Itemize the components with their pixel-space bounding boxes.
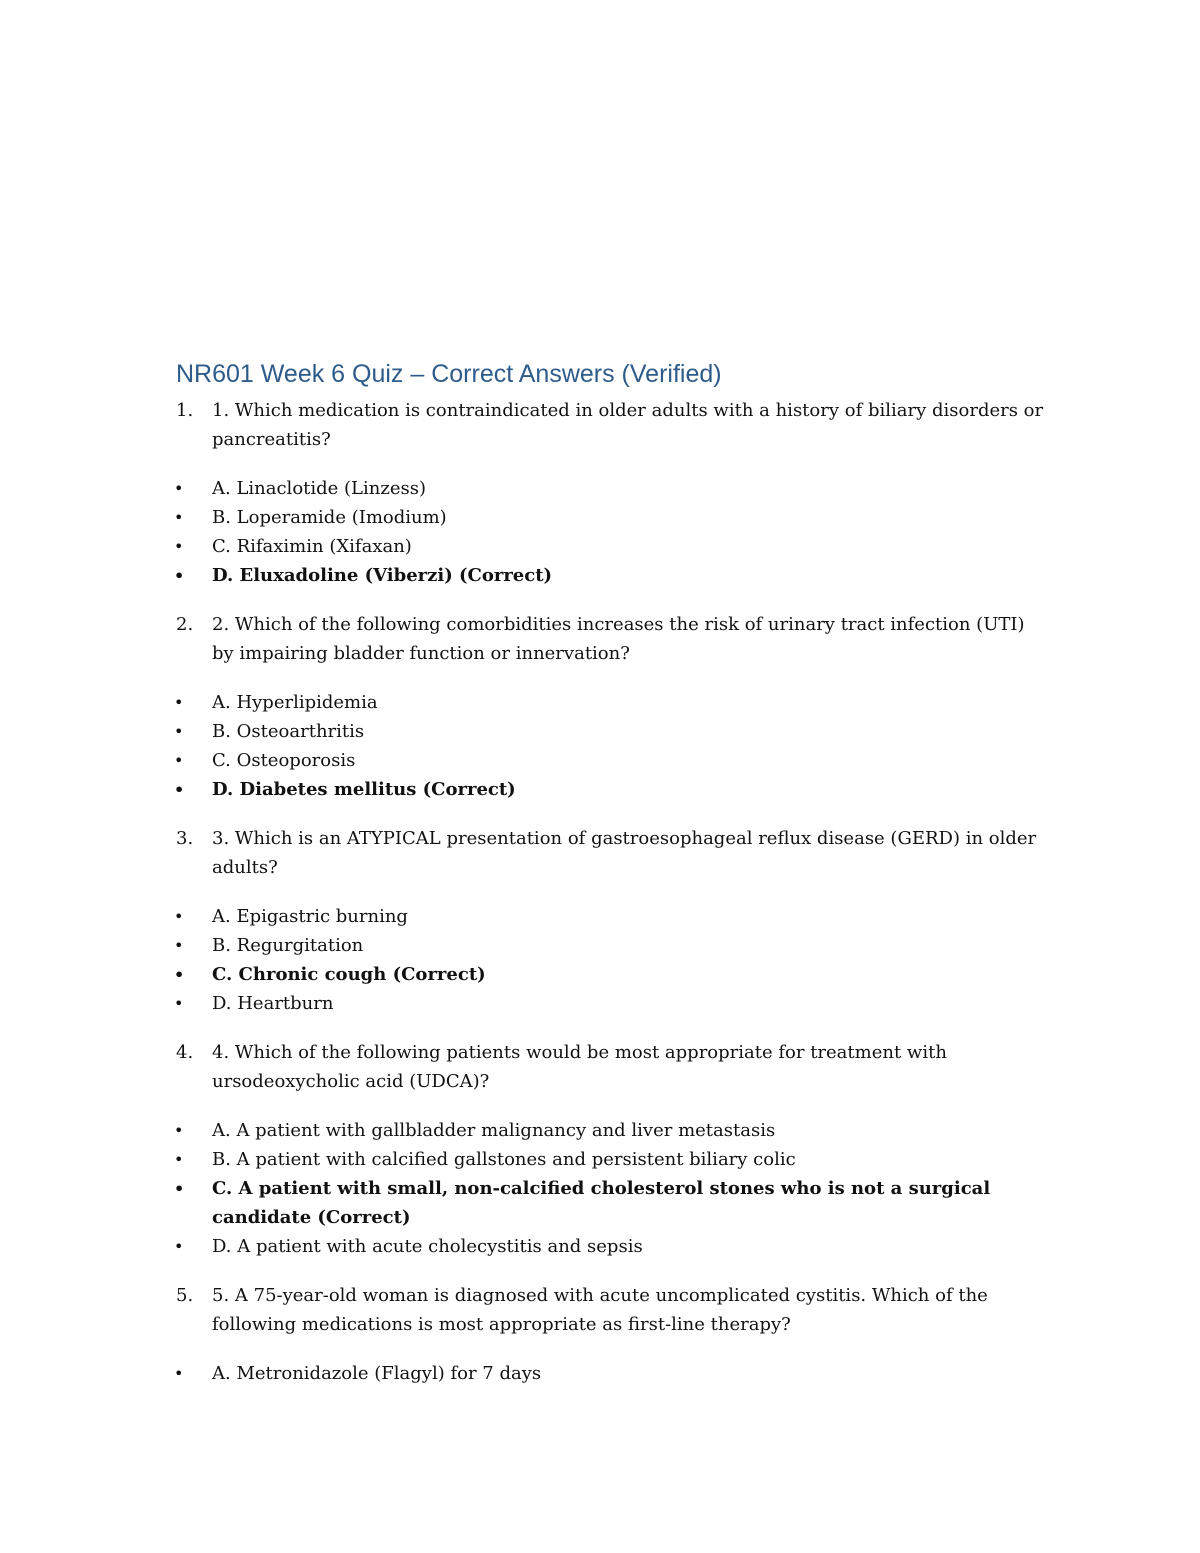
option-text: C. Chronic cough (Correct)	[212, 964, 486, 985]
option-text: D. A patient with acute cholecystitis and sepsis	[212, 1236, 643, 1257]
option-text: A. Hyperlipidemia	[212, 692, 378, 713]
question-5	[0, 1281, 1200, 1339]
option-text: A. A patient with gallbladder malignancy and liver metastasis	[212, 1120, 776, 1141]
question-number: 4.	[176, 1042, 194, 1063]
option-list	[0, 902, 1200, 1018]
bullet-icon: •	[174, 1121, 184, 1140]
option-text: D. Eluxadoline (Viberzi) (Correct)	[212, 565, 553, 586]
option-item	[0, 1116, 1200, 1145]
option-item	[0, 1232, 1200, 1261]
option-item-correct	[0, 960, 1200, 989]
question-text: 5. A 75-year-old woman is diagnosed with acute uncomplicated cystitis. Which of the following medications is most appropriate as first-line therapy?	[212, 1285, 988, 1335]
option-item	[0, 902, 1200, 931]
bullet-icon: •	[174, 566, 185, 585]
option-item-correct	[0, 1174, 1200, 1232]
bullet-icon: •	[174, 936, 184, 955]
question-1	[0, 396, 1200, 454]
question-number: 2.	[176, 614, 194, 635]
option-text: B. Loperamide (Imodium)	[212, 507, 447, 528]
bullet-icon: •	[174, 479, 184, 498]
question-4	[0, 1038, 1200, 1096]
question-2	[0, 610, 1200, 668]
option-text: D. Heartburn	[212, 993, 334, 1014]
question-3	[0, 824, 1200, 882]
option-item-correct	[0, 561, 1200, 590]
option-item	[0, 532, 1200, 561]
question-text: 3. Which is an ATYPICAL presentation of gastroesophageal reflux disease (GERD) in older adults?	[212, 828, 1037, 878]
bullet-icon: •	[174, 1179, 185, 1198]
option-text: C. Osteoporosis	[212, 750, 356, 771]
question-number: 5.	[176, 1285, 194, 1306]
bullet-icon: •	[174, 537, 184, 556]
option-list	[0, 1359, 1200, 1388]
option-text: B. Osteoarthritis	[212, 721, 365, 742]
bullet-icon: •	[174, 994, 184, 1013]
option-text: A. Metronidazole (Flagyl) for 7 days	[212, 1363, 542, 1384]
question-text: 1. Which medication is contraindicated in older adults with a history of biliary disorders or pancreatitis?	[212, 400, 1044, 450]
question-text: 2. Which of the following comorbidities increases the risk of urinary tract infection (UTI) by impairing bladder function or innervation?	[212, 614, 1025, 664]
bullet-icon: •	[174, 965, 185, 984]
bullet-icon: •	[174, 1364, 184, 1383]
bullet-icon: •	[174, 907, 184, 926]
bullet-icon: •	[174, 722, 184, 741]
option-item	[0, 989, 1200, 1018]
option-item	[0, 717, 1200, 746]
bullet-icon: •	[174, 751, 184, 770]
option-item-correct	[0, 775, 1200, 804]
quiz-content	[0, 396, 1200, 1388]
option-text: D. Diabetes mellitus (Correct)	[212, 779, 516, 800]
bullet-icon: •	[174, 780, 185, 799]
option-text: A. Epigastric burning	[212, 906, 408, 927]
option-list	[0, 474, 1200, 590]
bullet-icon: •	[174, 693, 184, 712]
option-list	[0, 1116, 1200, 1261]
bullet-icon: •	[174, 1150, 184, 1169]
page-title: NR601 Week 6 Quiz – Correct Answers (Verified)	[176, 360, 722, 388]
bullet-icon: •	[174, 508, 184, 527]
option-list	[0, 688, 1200, 804]
option-text: C. Rifaximin (Xifaxan)	[212, 536, 412, 557]
question-text: 4. Which of the following patients would be most appropriate for treatment with ursodeoxycholic acid (UDCA)?	[212, 1042, 947, 1092]
bullet-icon: •	[174, 1237, 184, 1256]
option-item	[0, 688, 1200, 717]
option-item	[0, 474, 1200, 503]
option-text: B. A patient with calcified gallstones and persistent biliary colic	[212, 1149, 796, 1170]
option-item	[0, 746, 1200, 775]
question-number: 3.	[176, 828, 194, 849]
option-text: A. Linaclotide (Linzess)	[212, 478, 426, 499]
option-item	[0, 1145, 1200, 1174]
option-item	[0, 1359, 1200, 1388]
question-number: 1.	[176, 400, 194, 421]
option-item	[0, 503, 1200, 532]
option-text: B. Regurgitation	[212, 935, 364, 956]
option-text: C. A patient with small, non-calcified cholesterol stones who is not a surgical candidate (Correct)	[212, 1178, 991, 1228]
option-item	[0, 931, 1200, 960]
